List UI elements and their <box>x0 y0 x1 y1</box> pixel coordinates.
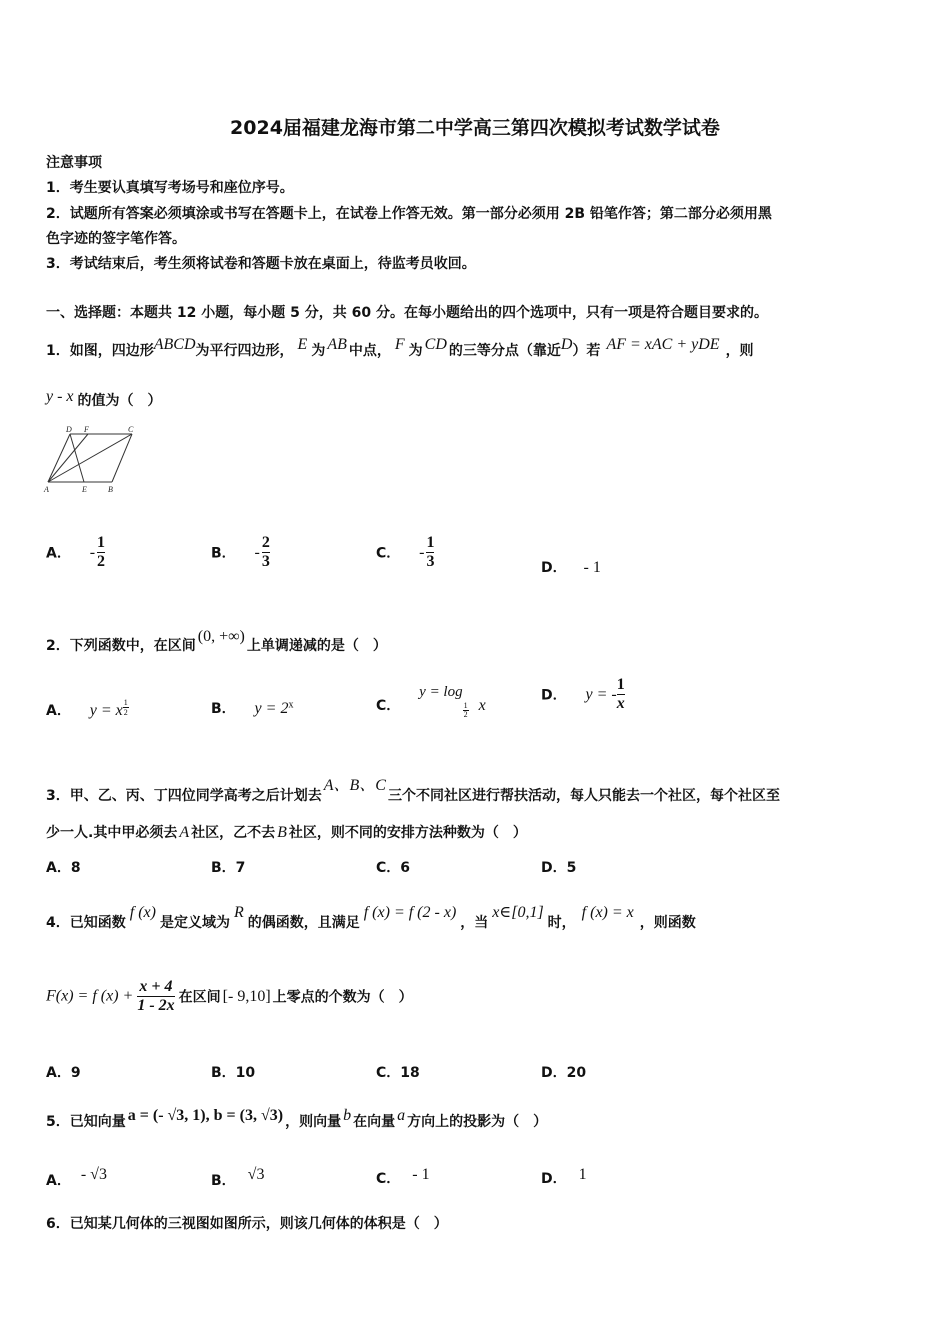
q5-option-b[interactable]: B． √3 <box>211 1166 265 1189</box>
label-b: B <box>108 485 113 494</box>
q5-option-a[interactable]: A． - √3 <box>46 1166 107 1189</box>
question-1-line1: 1．如图，四边形ABCD为平行四边形， E 为 AB 中点， F 为 CD 的三等分点（靠近D）若 AF = xAC + yDE ，则 <box>46 336 754 359</box>
question-5: 5．已知向量 a = (- √3, 1), b = (3, √3) ，则向量 b 在向量 a 方向上的投影为（ ） <box>46 1107 548 1130</box>
edge-bc <box>112 434 132 482</box>
q3-option-c[interactable]: C．6 <box>376 860 411 876</box>
edge-da <box>48 434 70 482</box>
notice-item-1: 1．考生要认真填写考场号和座位序号。 <box>46 180 294 196</box>
label-d: D <box>66 426 72 434</box>
label-c: C <box>128 426 134 434</box>
q3-option-a[interactable]: A．8 <box>46 860 81 876</box>
question-3-line1: 3．甲、乙、丙、丁四位同学高考之后计划去A、B、C三个不同社区进行帮扶活动，每人只能去一个社区，每个社区至 <box>46 777 780 804</box>
q5-option-c[interactable]: C． - 1 <box>376 1166 430 1187</box>
q2-option-d[interactable]: D． y = - $\frac{1}{x}$ <box>541 676 625 712</box>
question-4-line1: 4．已知函数f (x)是定义域为R的偶函数，且满足f (x) = f (2 - x)，当x∈[0,1]时，f (x) = x，则函数 <box>46 904 696 931</box>
q3-option-d[interactable]: D．5 <box>541 860 577 876</box>
question-1-line2: y - x 的值为（ ） <box>46 388 162 409</box>
diagonal-ac <box>48 434 132 482</box>
q2-option-c[interactable]: C． y = log $\frac{1}{2}$ x <box>376 684 486 719</box>
question-2: 2．下列函数中，在区间(0, +∞)上单调递减的是（ ） <box>46 628 387 654</box>
q2-option-b[interactable]: B． $y = 2^x$ <box>211 699 294 717</box>
notice-item-2: 2．试题所有答案必须填涂或书写在答题卡上，在试卷上作答无效。第一部分必须用 2B 铅笔作答；第二部分必须用黑 <box>46 206 772 222</box>
label-e: E <box>82 485 87 494</box>
q1-option-d[interactable]: D． - 1 <box>541 559 601 576</box>
parallelogram-figure <box>42 426 142 496</box>
page-title: 2024届福建龙海市第二中学高三第四次模拟考试数学试卷 <box>230 117 720 139</box>
notice-heading: 注意事项 <box>46 155 102 171</box>
q1-option-c[interactable]: C． - $\frac{1}{3}$ <box>376 534 435 570</box>
label-f: F <box>84 426 89 434</box>
question-4-line2: F(x) = f (x) + $\frac{x + 4}{1 - 2x}$ 在区间 [- 9,10] 上零点的个数为（ ） <box>46 978 413 1014</box>
section-heading: 一、选择题：本题共 12 小题，每小题 5 分，共 60 分。在每小题给出的四个选项中，只有一项是符合题目要求的。 <box>46 305 768 321</box>
notice-item-3: 3．考试结束后，考生须将试卷和答题卡放在桌面上，待监考员收回。 <box>46 256 476 272</box>
label-a: A <box>44 485 49 494</box>
question-6: 6．已知某几何体的三视图如图所示，则该几何体的体积是（ ） <box>46 1216 448 1232</box>
q4-option-b[interactable]: B．10 <box>211 1065 256 1081</box>
notice-item-2-cont: 色字迹的签字笔作答。 <box>46 231 186 247</box>
q4-option-d[interactable]: D．20 <box>541 1065 587 1081</box>
q1-option-a[interactable]: A． - $\frac{1}{2}$ <box>46 534 106 570</box>
question-3-line2: 少一人.其中甲必须去 A 社区，乙不去 B 社区，则不同的安排方法种数为（ ） <box>46 824 527 841</box>
q5-option-d[interactable]: D． 1 <box>541 1166 587 1187</box>
q4-option-a[interactable]: A．9 <box>46 1065 81 1081</box>
q4-option-c[interactable]: C．18 <box>376 1065 420 1081</box>
q3-option-b[interactable]: B．7 <box>211 860 246 876</box>
q2-option-a[interactable]: A． y = x $\frac{1}{2}$ <box>46 698 128 719</box>
q1-option-b[interactable]: B． - $\frac{2}{3}$ <box>211 534 270 570</box>
